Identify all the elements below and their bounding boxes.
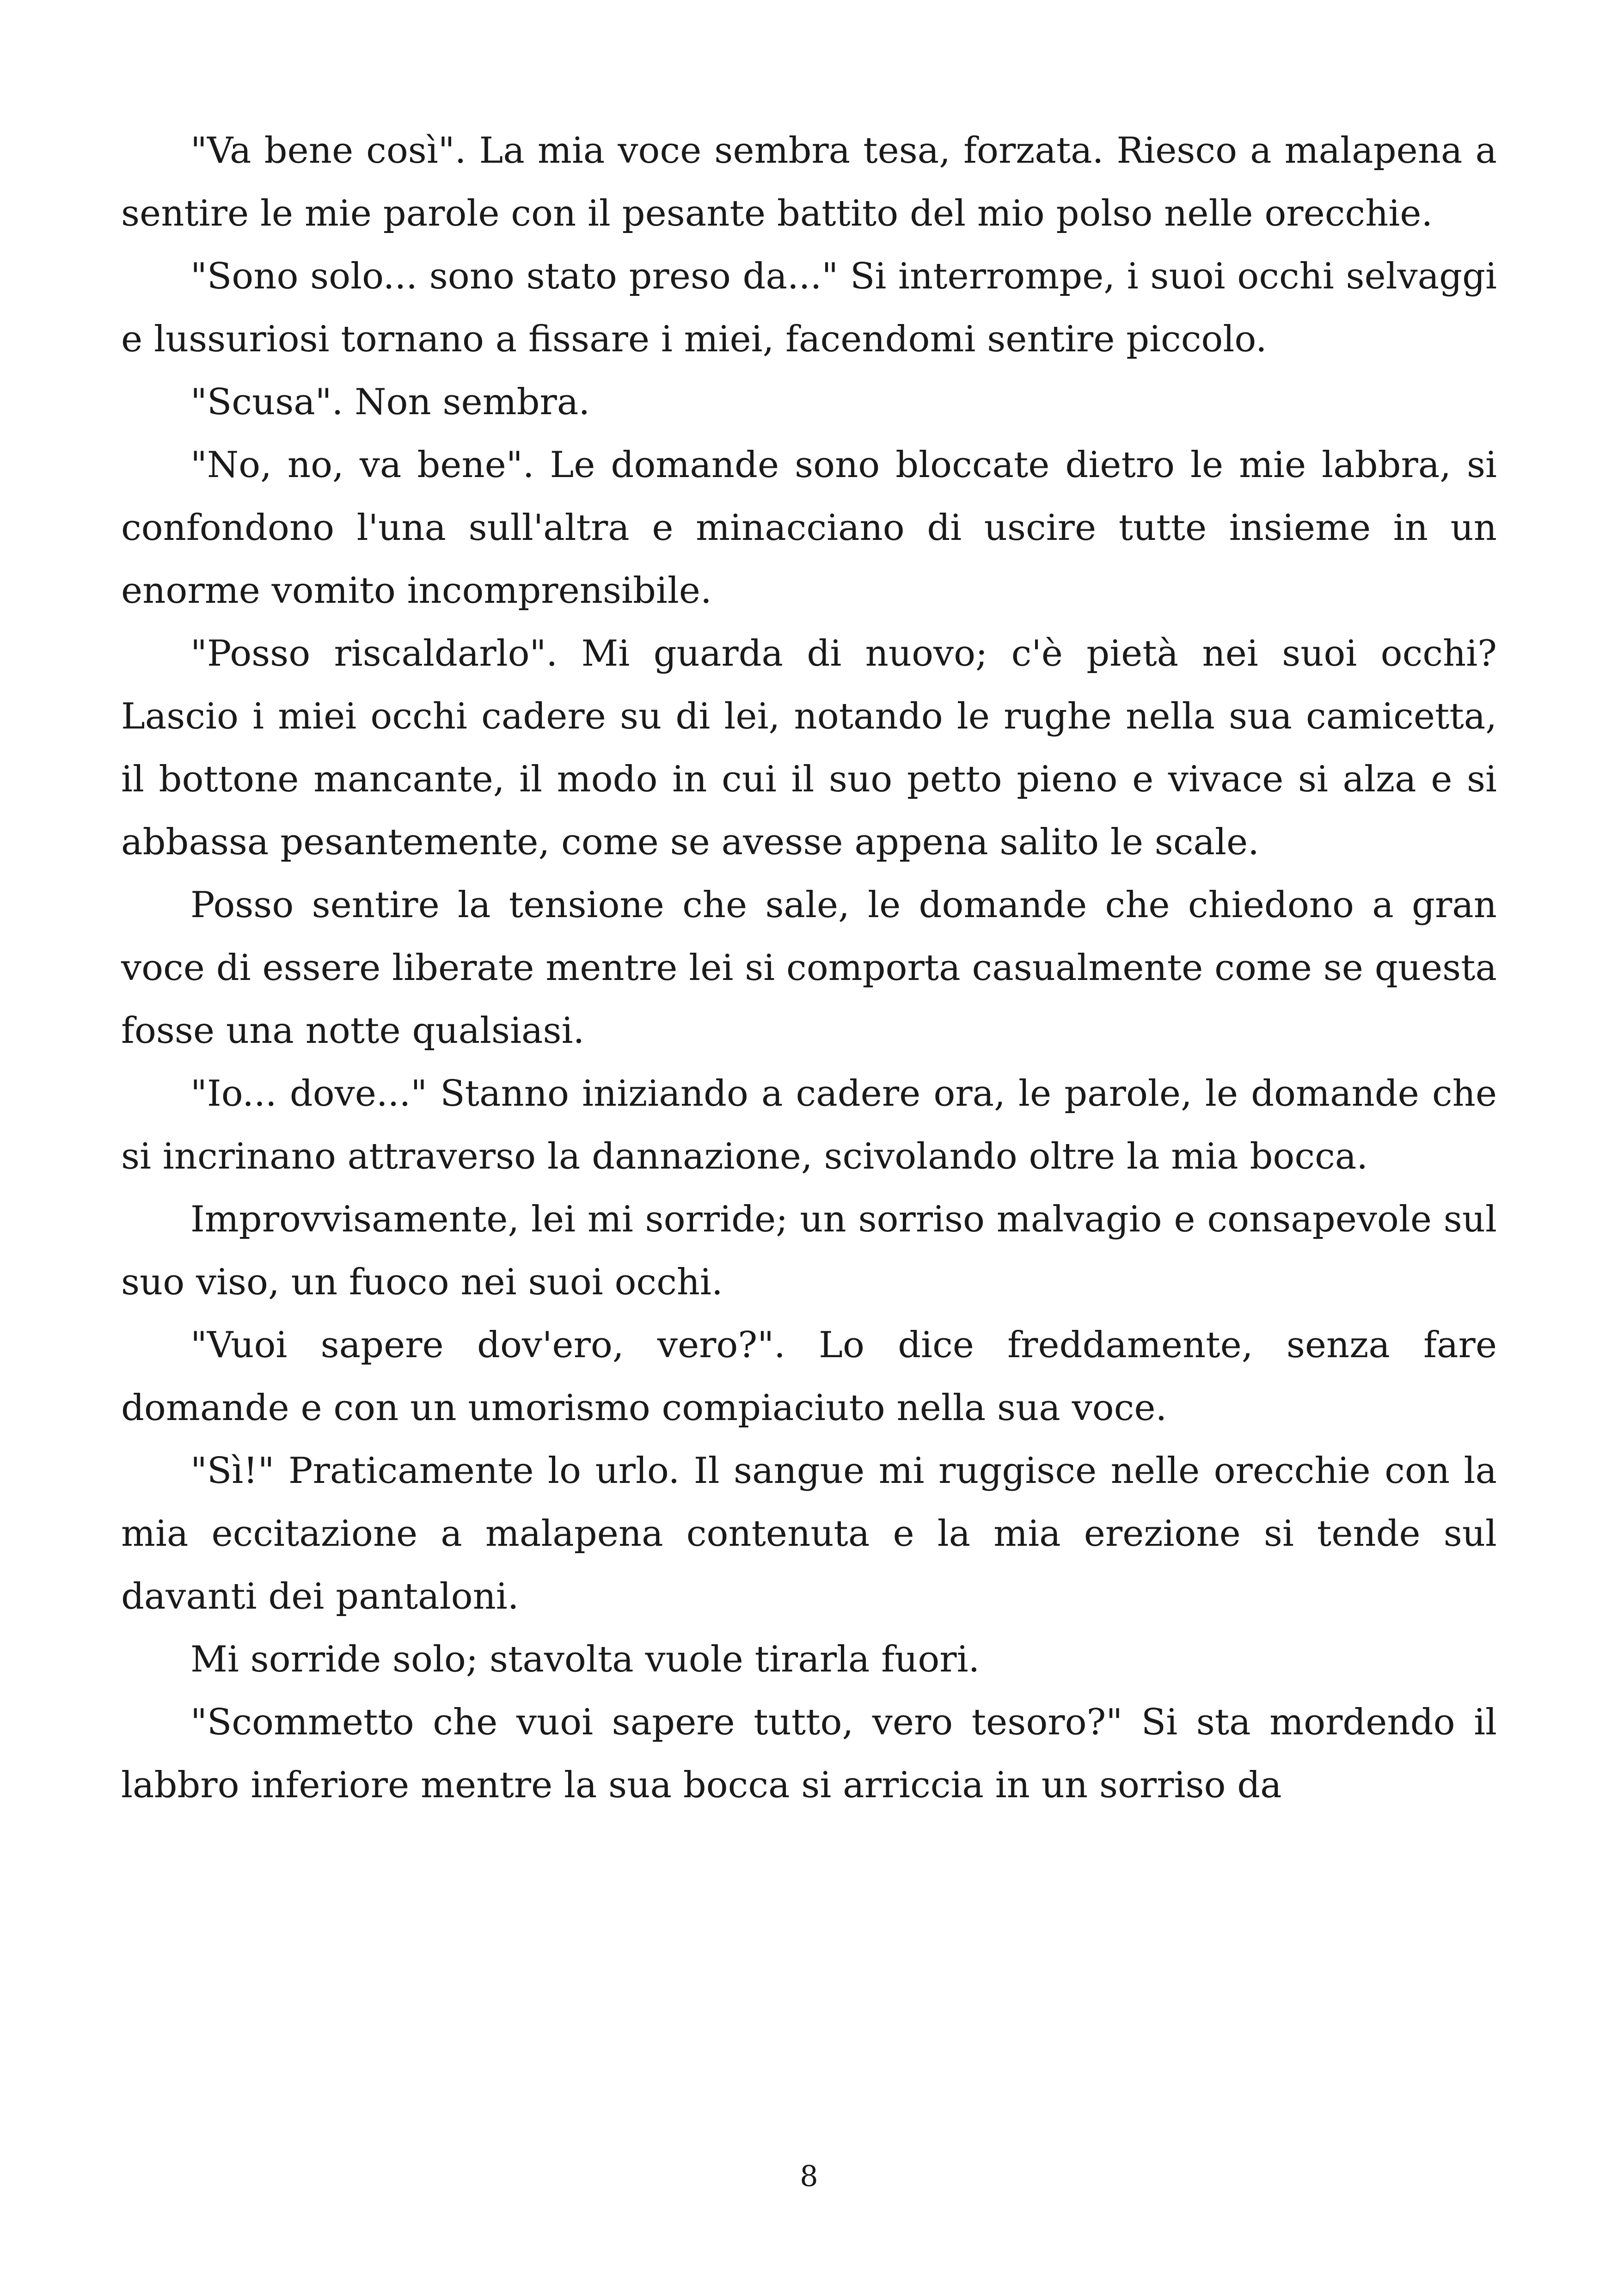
- paragraph: Mi sorride solo; stavolta vuole tirarla fuori.: [190, 1639, 980, 1680]
- paragraph: Improvvisamente, lei mi sorride; un sorriso malvagio e consapevole sul suo viso, un fuoco nei suoi occhi.: [121, 1199, 1497, 1303]
- paragraph: "Posso riscaldarlo". Mi guarda di nuovo; c'è pietà nei suoi occhi? Lascio i miei occhi cadere su di lei, notando le rughe nella sua camicetta, il bottone mancante, il modo in cui il suo petto pieno e vivace si alza e si abbassa pesantemente, come se avesse appena salito le scale.: [121, 633, 1497, 863]
- paragraph: "Scommetto che vuoi sapere tutto, vero tesoro?" Si sta mordendo il labbro inferiore mentre la sua bocca si arriccia in un sorriso da: [121, 1702, 1497, 1806]
- paragraph: "No, no, va bene". Le domande sono bloccate dietro le mie labbra, si confondono l'una sull'altra e minacciano di uscire tutte insieme in un enorme vomito incomprensibile.: [121, 444, 1497, 612]
- paragraph: "Io... dove..." Stanno iniziando a cadere ora, le parole, le domande che si incrinano attraverso la dannazione, scivolando oltre la mia bocca.: [121, 1073, 1497, 1177]
- paragraph: "Vuoi sapere dov'ero, vero?". Lo dice freddamente, senza fare domande e con un umorismo compiaciuto nella sua voce.: [121, 1324, 1497, 1429]
- paragraph: "Sì!" Praticamente lo urlo. Il sangue mi ruggisce nelle orecchie con la mia eccitazione a malapena contenuta e la mia erezione si tende sul davanti dei pantaloni.: [121, 1450, 1497, 1617]
- page-number: 8: [800, 2159, 818, 2193]
- body-text: [121, 119, 1497, 1817]
- paragraph: "Sono solo... sono stato preso da..." Si interrompe, i suoi occhi selvaggi e lussuriosi tornano a fissare i miei, facendomi sentire piccolo.: [121, 256, 1497, 360]
- paragraph: Posso sentire la tensione che sale, le domande che chiedono a gran voce di essere liberate mentre lei si comporta casualmente come se questa fosse una notte qualsiasi.: [121, 884, 1497, 1052]
- paragraph: "Scusa". Non sembra.: [190, 381, 590, 423]
- paragraph: "Va bene così". La mia voce sembra tesa, forzata. Riesco a malapena a sentire le mie parole con il pesante battito del mio polso nelle orecchie.: [121, 130, 1497, 234]
